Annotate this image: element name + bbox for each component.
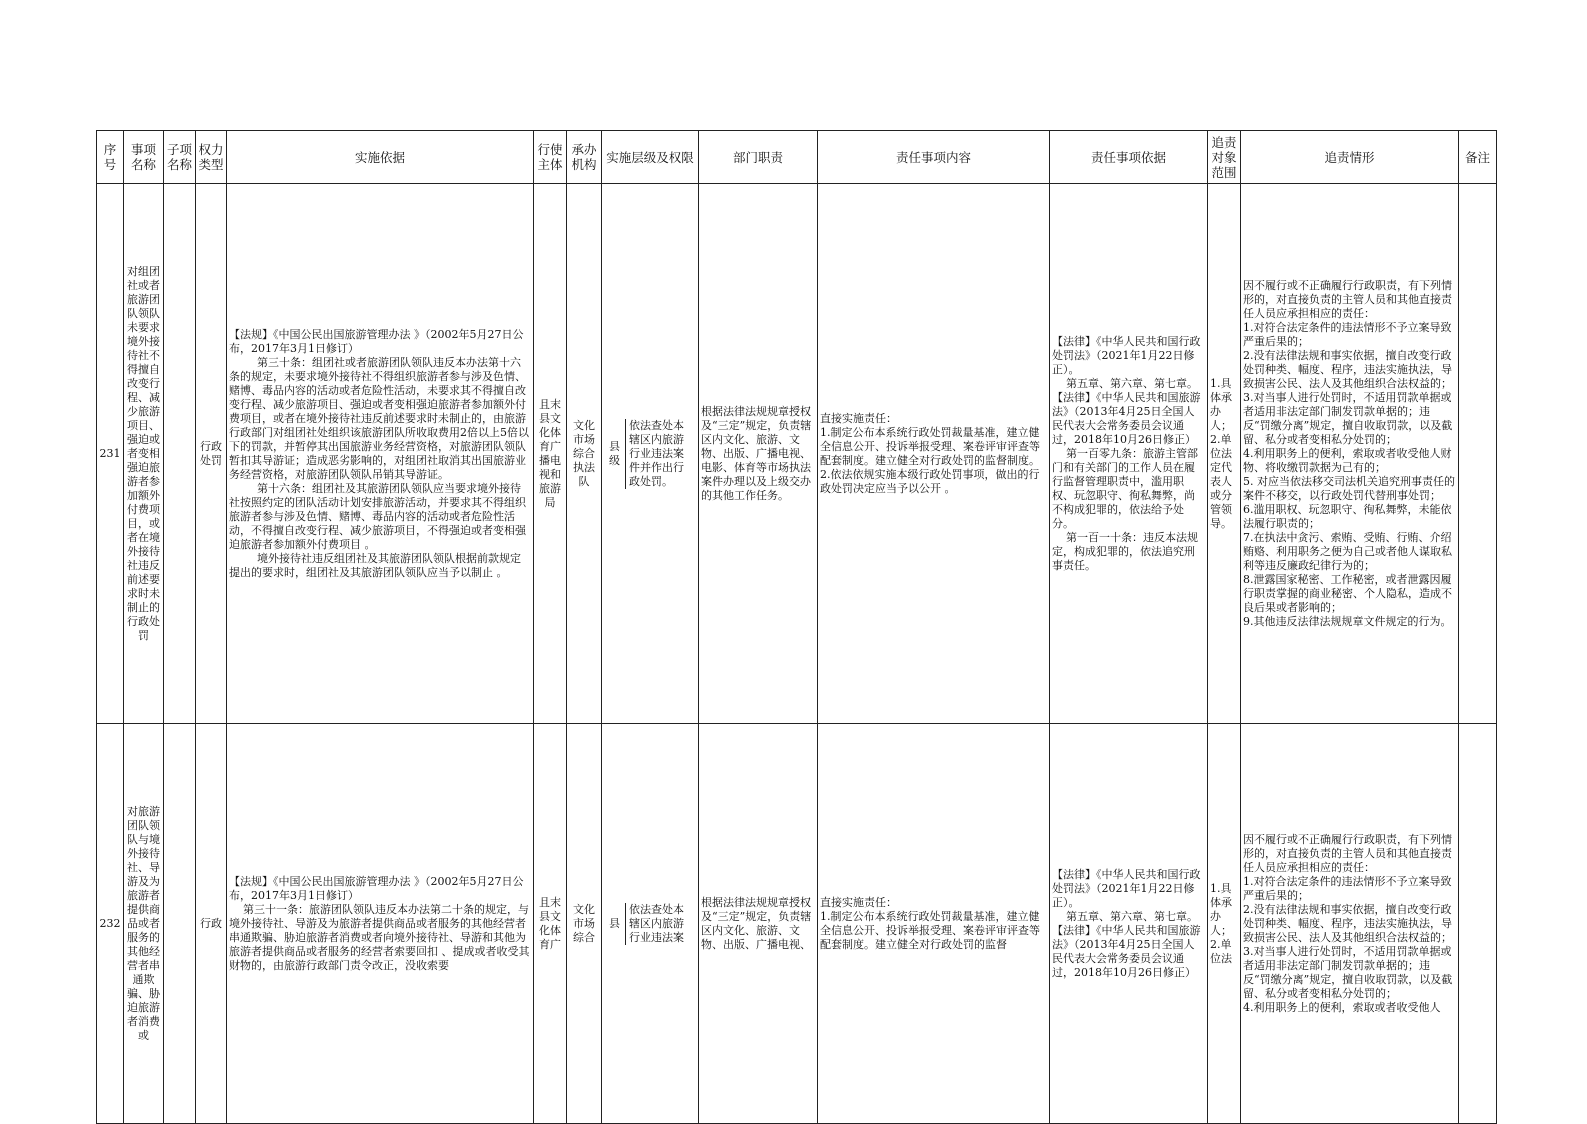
cell-sub-item xyxy=(164,724,196,1124)
header-resp-basis: 责任事项依据 xyxy=(1050,131,1208,184)
table-viewport xyxy=(96,130,1496,1042)
cell-organ: 文化市场综合 xyxy=(567,724,602,1124)
cell-accountability: 因不履行或不正确履行行政职责，有下列情形的，对直接负责的主管人员和其他直接责任人员应承担相应的责任： 1.对符合法定条件的违法情形不予立案导致严重后果的； 2.没有法律法规和事实依据，擅自改变行政处罚种类、幅度、程序，违法实施执法，导致损害公民、法人及其他组织合法权益的； 3.对当事人进行处罚时，不适用罚款单据或者适用非法定部门制发罚款单据的；违反“罚缴分离”规定，擅自收取罚款，以及截留、私分或者变相私分处罚的； 4.利用职务上的便利，索取或者收受他人财物、将收缴罚款据为己有的； 5. 对应当依法移交司法机关追究刑事责任的案件不移交，以行政处罚代替刑事处罚； 6.滥用职权、玩忽职守、徇私舞弊，未能依法履行职责的； 7.在执法中贪污、索贿、受贿、行贿、介绍贿赂、利用职务之便为自己或者他人谋取私利等违反廉政纪律行为的； 8.泄露国家秘密、工作秘密，或者泄露因履行职责掌握的商业秘密、个人隐私，造成不良后果或者影响的； 9.其他违反法律法规规章文件规定的行为。 xyxy=(1241,184,1459,724)
header-row xyxy=(97,131,1497,184)
header-accountability: 追责情形 xyxy=(1241,131,1459,184)
header-basis: 实施依据 xyxy=(227,131,534,184)
cell-remarks xyxy=(1459,184,1497,724)
header-item-name: 事项名称 xyxy=(124,131,164,184)
cell-sub-item xyxy=(164,184,196,724)
header-seq: 序号 xyxy=(97,131,124,184)
cell-level xyxy=(602,724,699,1124)
cell-level-tier: 县 xyxy=(604,903,626,945)
responsibility-table xyxy=(96,130,1497,1124)
cell-level-authority: 依法查处本辖区内旅游行业违法案件并作出行政处罚。 xyxy=(629,418,684,488)
header-subject: 行使主体 xyxy=(534,131,567,184)
cell-seq: 231 xyxy=(97,184,124,724)
cell-dept-duty: 根据法律法规规章授权及“三定”规定，负责辖区内文化、旅游、文物、出版、广播电视、 xyxy=(699,724,818,1124)
cell-power-type: 行政 xyxy=(196,724,227,1124)
cell-level xyxy=(602,184,699,724)
cell-subject: 且末县文化体育广 xyxy=(534,724,567,1124)
cell-level-tier: 县级 xyxy=(604,419,626,489)
cell-resp-basis: 【法律】《中华人民共和国行政处罚法》（2021年1月22日修正）。 第五章、第六章、第七章。 【法律】《中华人民共和国旅游法》（2013年4月25日全国人民代表大会常务委员会议通过，2018年10月26日修正） 第一百零九条：旅游主管部门和有关部门的工作人员在履行监督管理职责中，滥用职权、玩忽职守、徇私舞弊，尚不构成犯罪的，依法给予处分。 第一百一十条：违反本法规定，构成犯罪的，依法追究刑事责任。 xyxy=(1050,184,1208,724)
header-resp-content: 责任事项内容 xyxy=(818,131,1050,184)
cell-resp-content: 直接实施责任： 1.制定公布本系统行政处罚裁量基准，建立健全信息公开、投诉举报受理、案卷评审评查等配套制度。建立健全对行政处罚的监督制度。 2.依法依规实施本级行政处罚事项，做出的行政处罚决定应当予以公开 。 xyxy=(818,184,1050,724)
cell-dept-duty: 根据法律法规规章授权及“三定”规定，负责辖区内文化、旅游、文物、出版、广播电视、电影、体育等市场执法案件办理以及上级交办的其他工作任务。 xyxy=(699,184,818,724)
table-row xyxy=(97,184,1497,724)
header-scope: 追责对象范围 xyxy=(1208,131,1241,184)
header-remarks: 备注 xyxy=(1459,131,1497,184)
cell-basis: 【法规】《中国公民出国旅游管理办法 》（2002年5月27日公布，2017年3月1日修订） 第三十条：组团社或者旅游团队领队违反本办法第十六条的规定，未要求境外接待社不得组织旅游者参与涉及色情、赌博、毒品内容的活动或者危险性活动，未要求其不得擅自改变行程、减少旅游项目、强迫或者变相强迫旅游者参加额外付费项目，或者在境外接待社违反前述要求时未制止的，由旅游行政部门对组团社处组织该旅游团队所收取费用2倍以上5倍以下的罚款，并暂停其出国旅游业务经营资格，对旅游团队领队暂扣其导游证；造成恶劣影响的，对组团社取消其出国旅游业务经营资格，对旅游团队领队吊销其导游证。 第十六条：组团社及其旅游团队领队应当要求境外接待社按照约定的团队活动计划安排旅游活动，并要求其不得组织旅游者参与涉及色情、赌博、毒品内容的活动或者危险性活动，不得擅自改变行程、减少旅游项目，不得强迫或者变相强迫旅游者参加额外付费项目 。 境外接待社违反组团社及其旅游团队领队根据前款规定提出的要求时，组团社及其旅游团队领队应当予以制止 。 xyxy=(227,184,534,724)
header-organ: 承办机构 xyxy=(567,131,602,184)
cell-resp-basis: 【法律】《中华人民共和国行政处罚法》（2021年1月22日修正）。 第五章、第六章、第七章。 【法律】《中华人民共和国旅游法》（2013年4月25日全国人民代表大会常务委员会议通过，2018年10月26日修正） xyxy=(1050,724,1208,1124)
cell-organ: 文化市场综合执法队 xyxy=(567,184,602,724)
table-row xyxy=(97,724,1497,1124)
cell-seq: 232 xyxy=(97,724,124,1124)
cell-level-authority: 依法查处本辖区内旅游行业违法案 xyxy=(629,902,684,944)
cell-item-name: 对旅游团队领队与境外接待社、导游及为旅游者提供商品或者服务的其他经营者串通欺骗、胁迫旅游者消费或 xyxy=(124,724,164,1124)
cell-power-type: 行政处罚 xyxy=(196,184,227,724)
header-dept-duty: 部门职责 xyxy=(699,131,818,184)
cell-item-name: 对组团社或者旅游团队领队未要求境外接待社不得擅自改变行程、减少旅游项目、强迫或者变相强迫旅游者参加额外付费项目，或者在境外接待社违反前述要求时未制止的行政处罚 xyxy=(124,184,164,724)
header-sub-item: 子项名称 xyxy=(164,131,196,184)
cell-scope: 1.具体承办人； 2.单位法定代表人或分管领导。 xyxy=(1208,184,1241,724)
cell-subject: 且末县文化体育广播电视和旅游局 xyxy=(534,184,567,724)
cell-scope: 1.具体承办人； 2.单位法 xyxy=(1208,724,1241,1124)
cell-resp-content: 直接实施责任： 1.制定公布本系统行政处罚裁量基准，建立健全信息公开、投诉举报受理、案卷评审评查等配套制度。建立健全对行政处罚的监督 xyxy=(818,724,1050,1124)
header-power-type: 权力类型 xyxy=(196,131,227,184)
header-level: 实施层级及权限 xyxy=(602,131,699,184)
cell-basis: 【法规】《中国公民出国旅游管理办法 》（2002年5月27日公布，2017年3月1日修订） 第三十一条：旅游团队领队违反本办法第二十条的规定，与境外接待社、导游及为旅游者提供商品或者服务的其他经营者串通欺骗、胁迫旅游者消费或者向境外接待社、导游和其他为旅游者提供商品或者服务的经营者索要回扣 、提成或者收受其财物的，由旅游行政部门责令改正，没收索要 xyxy=(227,724,534,1124)
cell-accountability: 因不履行或不正确履行行政职责，有下列情形的，对直接负责的主管人员和其他直接责任人员应承担相应的责任： 1.对符合法定条件的违法情形不予立案导致严重后果的； 2.没有法律法规和事实依据，擅自改变行政处罚种类、幅度、程序，违法实施执法，导致损害公民、法人及其他组织合法权益的； 3.对当事人进行处罚时，不适用罚款单据或者适用非法定部门制发罚款单据的；违反“罚缴分离”规定，擅自收取罚款，以及截留、私分或者变相私分处罚的； 4.利用职务上的便利，索取或者收受他人 xyxy=(1241,724,1459,1124)
cell-remarks xyxy=(1459,724,1497,1124)
